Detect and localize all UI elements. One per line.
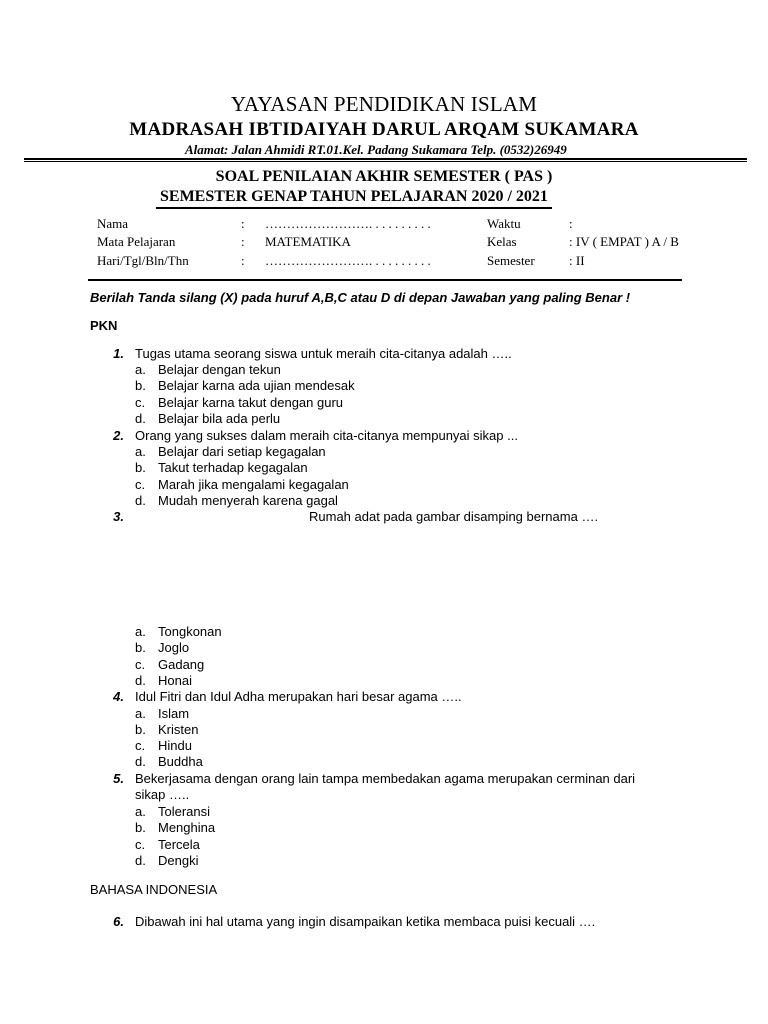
school-name-heading: MADRASAH IBTIDAIYAH DARUL ARQAM SUKAMARA [129,119,639,140]
info-mapel-label: Mata Pelajaran [97,234,176,249]
info-waktu-colon: : [569,216,573,231]
school-foundation-heading: YAYASAN PENDIDIKAN ISLAM [230,92,538,116]
question-text: Rumah adat pada gambar disamping bernama …. [309,509,599,524]
option-letter: b. [135,460,146,475]
option-letter: a. [135,624,146,639]
info-hari-colon: : [241,253,245,268]
option-text: Joglo [158,640,190,655]
info-divider [88,279,682,281]
instruction-text: Berilah Tanda silang (X) pada huruf A,B,C atau D di depan Jawaban yang paling Benar ! [90,290,631,305]
question-text-continued: sikap ….. [135,787,190,802]
option-letter: b. [135,378,146,393]
option-text: Belajar karna takut dengan guru [158,395,344,410]
question-text: Idul Fitri dan Idul Adha merupakan hari besar agama ….. [135,689,462,704]
info-semester-value: : II [569,253,585,268]
option-text: Tercela [158,837,200,852]
question-number: 4. [113,689,124,704]
question-number: 2. [113,428,124,443]
option-letter: d. [135,853,146,868]
info-nama-colon: : [241,216,245,231]
question-text: Tugas utama seorang siswa untuk meraih cita-citanya adalah ….. [135,346,512,361]
option-letter: a. [135,804,146,819]
info-nama-value: ……………………. . . . . . . . . . [265,216,431,231]
option-text: Buddha [158,754,203,769]
exam-semester-title: SEMESTER GENAP TAHUN PELAJARAN 2020 / 2021 [156,188,552,209]
option-text: Belajar bila ada perlu [158,411,281,426]
option-letter: c. [135,657,146,672]
info-waktu-label: Waktu [487,216,521,231]
option-text: Belajar dengan tekun [158,362,281,377]
option-text: Hindu [158,738,192,753]
question-number: 3. [113,509,124,524]
option-letter: b. [135,820,146,835]
option-text: Takut terhadap kegagalan [158,460,308,475]
option-text: Islam [158,706,190,721]
section-heading-bahasa-indonesia: BAHASA INDONESIA [90,882,218,897]
info-mapel-colon: : [241,234,245,249]
exam-title: SOAL PENILAIAN AKHIR SEMESTER ( PAS ) [215,168,553,185]
option-text: Menghina [158,820,216,835]
info-hari-value: ……………………. . . . . . . . . . [265,253,431,268]
info-hari-label: Hari/Tgl/Bln/Thn [97,253,189,268]
option-text: Honai [158,673,192,688]
option-text: Kristen [158,722,199,737]
option-text: Tongkonan [158,624,222,639]
school-address: Alamat: Jalan Ahmidi RT.01.Kel. Padang Sukamara Telp. (0532)26949 [185,142,567,157]
option-text: Mudah menyerah karena gagal [158,493,338,508]
option-text: Toleransi [158,804,211,819]
question-text: Bekerjasama dengan orang lain tampa membedakan agama merupakan cerminan dari [135,771,636,786]
option-letter: b. [135,722,146,737]
info-semester-label: Semester [487,253,535,268]
option-letter: d. [135,754,146,769]
header-divider-thin [24,161,747,162]
option-text: Gadang [158,657,205,672]
option-letter: a. [135,362,146,377]
question-number: 6. [113,914,124,929]
option-letter: c. [135,837,146,852]
option-letter: d. [135,673,146,688]
question-text: Dibawah ini hal utama yang ingin disampaikan ketika membaca puisi kecuali …. [135,914,596,929]
question-text: Orang yang sukses dalam meraih cita-citanya mempunyai sikap ... [135,428,518,443]
info-mapel-value: MATEMATIKA [265,234,351,249]
option-letter: d. [135,493,146,508]
option-letter: b. [135,640,146,655]
option-text: Belajar karna ada ujian mendesak [158,378,355,393]
option-text: Dengki [158,853,199,868]
option-text: Belajar dari setiap kegagalan [158,444,326,459]
option-letter: d. [135,411,146,426]
info-nama-label: Nama [97,216,129,231]
info-kelas-label: Kelas [487,234,517,249]
option-letter: c. [135,477,146,492]
question-number: 5. [113,771,124,786]
question-number: 1. [113,346,124,361]
section-heading-pkn: PKN [90,318,118,333]
option-letter: c. [135,738,146,753]
option-letter: a. [135,444,146,459]
info-kelas-value: : IV ( EMPAT ) A / B [569,234,679,249]
option-text: Marah jika mengalami kegagalan [158,477,349,492]
header-divider-thick [24,158,747,160]
option-letter: a. [135,706,146,721]
option-letter: c. [135,395,146,410]
